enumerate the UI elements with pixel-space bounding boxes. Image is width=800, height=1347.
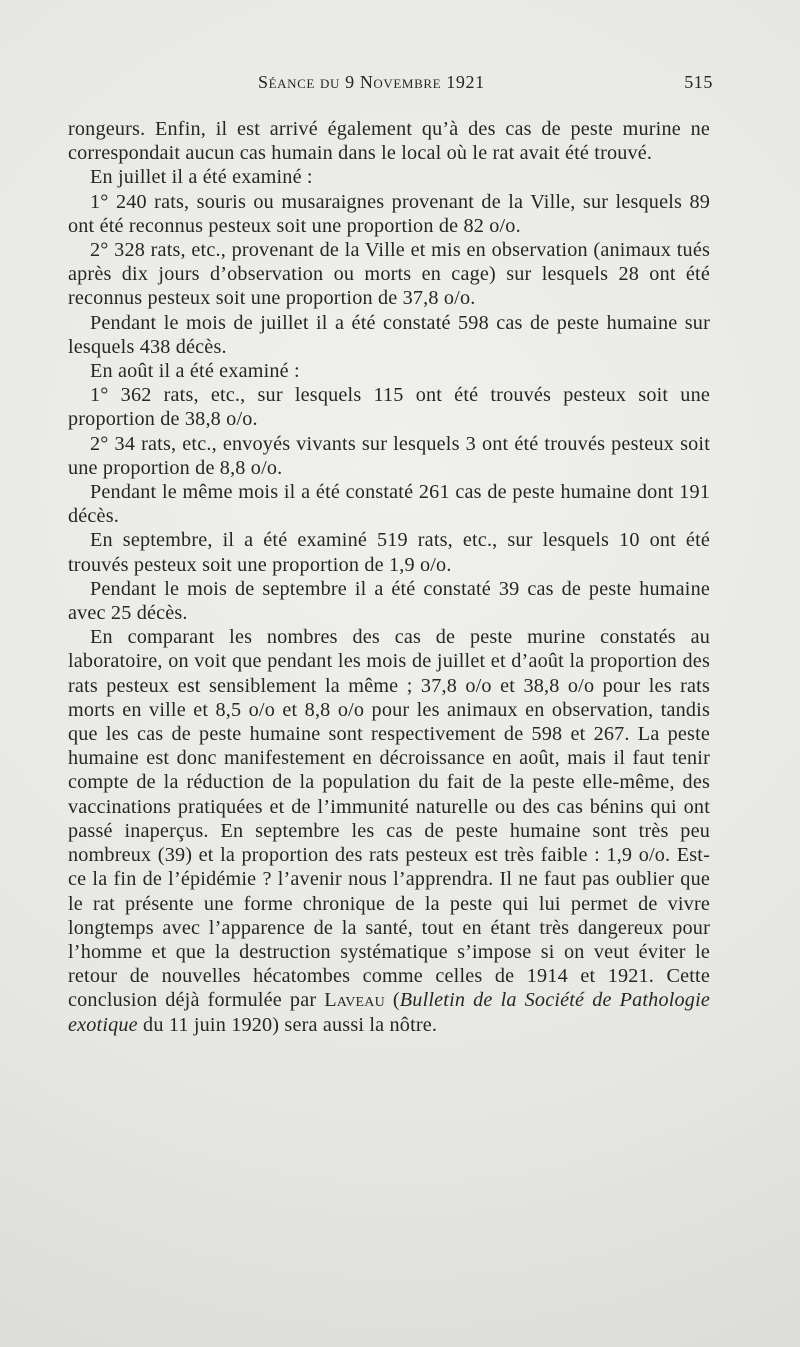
running-title: Séance du 9 Novembre 1921 [258, 72, 485, 92]
paragraph-august-item-2: 2° 34 rats, etc., envoyés vivants sur lesquels 3 ont été trouvés pesteux soit une proportion de 8,8 o/o. [68, 432, 710, 479]
paragraph-september-rats: En septembre, il a été examiné 519 rats, etc., sur lesquels 10 ont été trouvés pesteux soit une proportion de 1,9 o/o. [68, 529, 710, 576]
page-number: 515 [684, 72, 713, 92]
paragraph-conclusion [68, 625, 710, 1036]
paragraph-august-heading: En août il a été examiné : [90, 360, 300, 383]
paragraph-september-cases: Pendant le mois de septembre il a été constaté 39 cas de peste humaine avec 25 décès. [68, 577, 710, 625]
paragraph-july-item-2: 2° 328 rats, etc., provenant de la Ville et mis en observation (animaux tués après dix jours d’observation ou morts en cage) sur lesquels 28 ont été reconnus pesteux soit une proportion de 37,8 o/o. [68, 239, 710, 310]
paragraph-july-heading: En juillet il a été examiné : [90, 166, 313, 189]
page-header [238, 69, 713, 95]
reference-date-suffix: du 11 juin 1920) sera aussi la nôtre. [137, 1013, 438, 1036]
paragraph-august-cases: Pendant le même mois il a été constaté 261 cas de peste humaine dont 191 décès. [68, 481, 710, 528]
reference-author: Laveau [324, 989, 385, 1012]
paragraph-august-item-1: 1° 362 rats, etc., sur lesquels 115 ont été trouvés pesteux soit une proportion de 38,8 o/o. [68, 384, 710, 431]
paragraph-july-cases: Pendant le mois de juillet il a été constaté 598 cas de peste humaine sur lesquels 438 décès. [68, 311, 710, 358]
paragraph-continuation: rongeurs. Enfin, il est arrivé également qu’à des cas de peste murine ne correspondait aucun cas humain dans le local où le rat avait été trouvé. [68, 118, 710, 165]
reference-journal: Bulletin de la Société de Pathologie exotique [68, 989, 710, 1036]
reference-open-paren: ( [384, 989, 400, 1012]
conclusion-text: En comparant les nombres des cas de peste murine constatés au laboratoire, on voit que pendant les mois de juillet et d’août la proportion des rats pesteux est sensiblement la même ; 37,8 o/o et 38,8 o/o pour les rats morts en ville et 8,5 o/o et 8,8 o/o pour les animaux en observation, tandis que les cas de peste humaine sont respectivement de 598 et 267. La peste humaine est donc manifestement en décroissance en août, mais il faut tenir compte de la réduction de la population du fait de la peste elle-même, des vaccinations pratiquées et de l’immunité naturelle ou des cas bénins qui ont passé inaperçus. En septembre les cas de peste humaine sont très peu nombreux (39) et la proportion des rats pesteux est très faible : 1,9 o/o. Est-ce la fin de l’épidémie ? l’avenir nous l’apprendra. Il ne faut pas oublier que le rat présente une forme chronique de la peste qui lui permet de vivre longtemps avec l’apparence de la santé, tout en étant très dangereux pour l’homme et que la destruction systématique s’impose si on veut éviter le retour de nouvelles hécatombes comme celles de 1914 et 1921. Cette conclusion déjà formulée par [68, 626, 710, 1012]
body-text [68, 117, 710, 1037]
paragraph-july-item-1: 1° 240 rats, souris ou musaraignes provenant de la Ville, sur lesquels 89 ont été reconnus pesteux soit une proportion de 82 o/o. [68, 190, 710, 237]
